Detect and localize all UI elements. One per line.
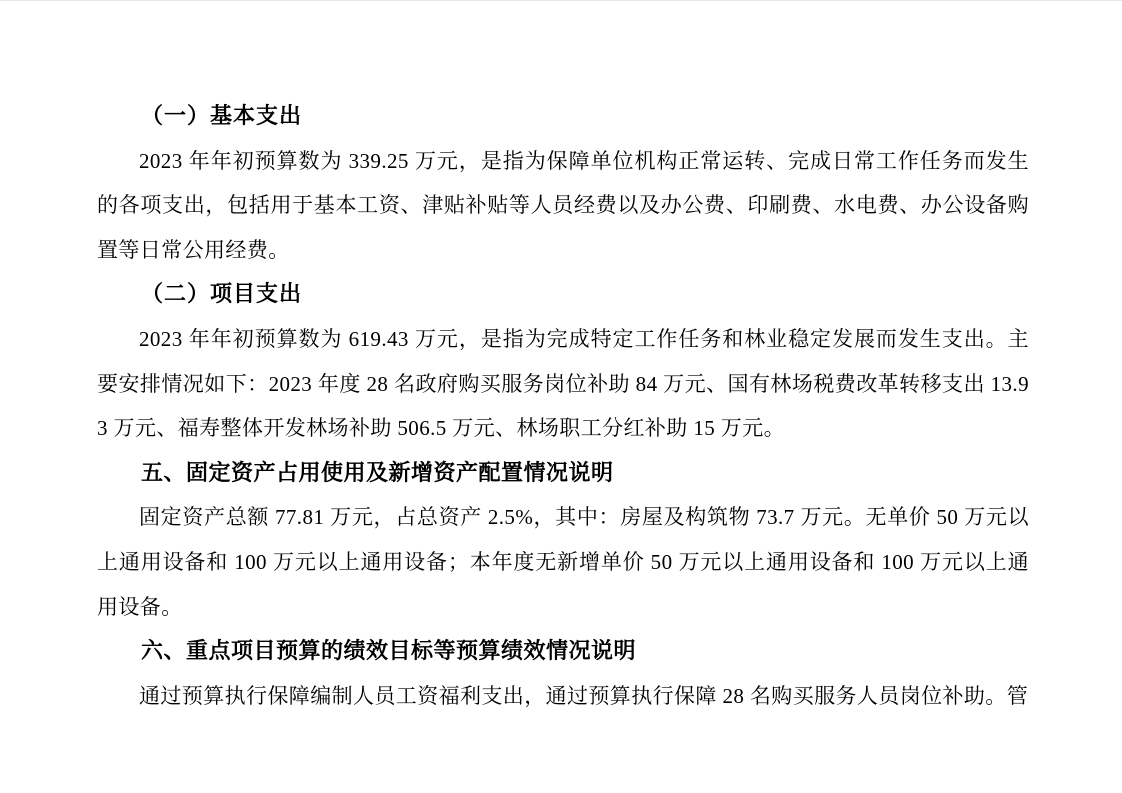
para-project-expenditure: 2023 年年初预算数为 619.43 万元，是指为完成特定工作任务和林业稳定发展而发生支出。主要安排情况如下：2023 年度 28 名政府购买服务岗位补助 84 万元、国有林场税费改革转移支出 13.93 万元、福寿整体开发林场补助 506.5 万元、林场职工分红补助 15 万元。 bbox=[97, 326, 1029, 441]
heading-fixed-assets: 五、固定资产占用使用及新增资产配置情况说明 bbox=[141, 459, 614, 485]
document-content bbox=[97, 94, 1029, 718]
para-fixed-assets: 固定资产总额 77.81 万元，占总资产 2.5%，其中：房屋及构筑物 73.7 万元。无单价 50 万元以上通用设备和 100 万元以上通用设备；本年度无新增单价 50 万元以上通用设备和 100 万元以上通用设备。 bbox=[97, 505, 1029, 619]
para-basic-expenditure: 2023 年年初预算数为 339.25 万元，是指为保障单位机构正常运转、完成日常工作任务而发生的各项支出，包括用于基本工资、津贴补贴等人员经费以及办公费、印刷费、水电费、办公设备购置等日常公用经费。 bbox=[97, 148, 1029, 262]
heading-performance-targets: 六、重点项目预算的绩效目标等预算绩效情况说明 bbox=[141, 638, 637, 664]
heading-project-expenditure: （二）项目支出 bbox=[141, 281, 303, 307]
heading-basic-expenditure: （一）基本支出 bbox=[141, 103, 303, 128]
para-performance-targets: 通过预算执行保障编制人员工资福利支出，通过预算执行保障 28 名购买服务人员岗位补助。管 bbox=[139, 683, 1029, 708]
